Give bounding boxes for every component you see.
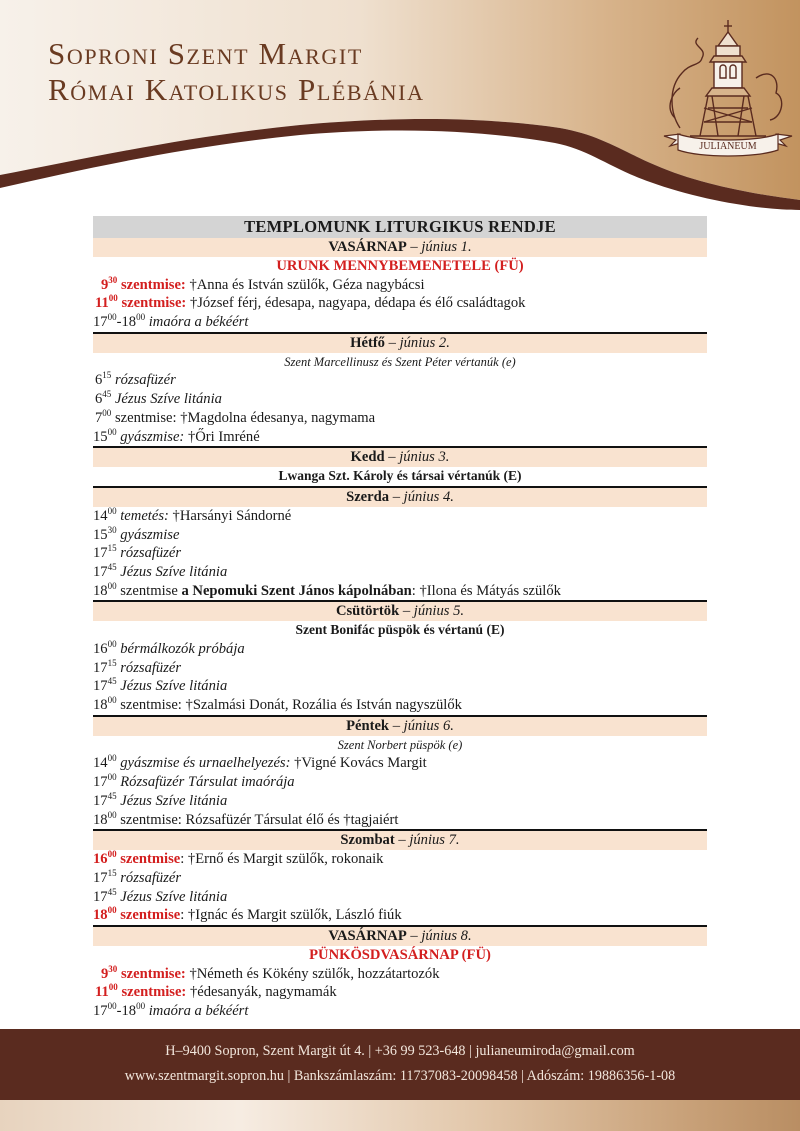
schedule-entry (93, 294, 707, 313)
time-minute: 00 (107, 849, 117, 860)
day-name: Kedd (350, 449, 385, 466)
time-hour: 18 (93, 907, 108, 924)
entry-label: gyászmise (120, 526, 180, 543)
schedule-entry (93, 811, 707, 830)
day-date: június 1. (421, 239, 472, 255)
time-hour: 15 (93, 428, 108, 445)
entry-intention: †Őri Imréné (187, 428, 260, 445)
schedule-entry (93, 983, 707, 1002)
feast-name: Szent Norbert püspök (e) (337, 737, 463, 752)
time-hour: 18 (93, 697, 108, 714)
entry-time (93, 888, 117, 907)
entry-intention: †Vigné Kovács Margit (294, 755, 427, 772)
entry-label: Rózsafüzér Társulat imaórája (120, 774, 295, 791)
schedule-entry (93, 409, 707, 428)
feast-name: URUNK MENNYBEMENETELE (FÜ) (276, 258, 524, 274)
entry-label: Jézus Szíve litánia (120, 888, 228, 905)
schedule-entry (93, 640, 707, 659)
schedule-entry (93, 965, 707, 984)
time-hour: 11 (95, 984, 109, 1001)
entry-time (101, 276, 117, 295)
entry-label: szentmise: (121, 984, 187, 1001)
time-end-minute: 00 (136, 1001, 146, 1011)
schedule-entry (93, 850, 707, 869)
entry-time (93, 640, 117, 659)
time-hour: 14 (93, 507, 108, 524)
entry-time (93, 544, 117, 563)
day-header (93, 925, 707, 946)
time-minute: 00 (107, 505, 117, 516)
entry-time (93, 428, 117, 447)
schedule-entry (93, 371, 707, 390)
entry-time (93, 869, 117, 888)
time-minute: 15 (107, 657, 117, 668)
time-minute: 00 (107, 753, 117, 764)
day-date: június 4. (403, 488, 454, 505)
time-minute: 15 (107, 543, 117, 554)
feast-name: Szent Marcellinusz és Szent Péter vértanúk (e) (284, 354, 516, 369)
day-dash: – (384, 334, 400, 351)
time-hour: 17 (93, 563, 108, 580)
time-minute: 00 (108, 982, 118, 993)
entry-label: rózsafüzér (120, 659, 182, 676)
day-name: VASÁRNAP (328, 239, 407, 255)
entry-time (95, 390, 111, 409)
time-minute: 45 (107, 561, 117, 572)
entry-label: szentmise (120, 582, 178, 599)
entry-label: Jézus Szíve litánia (120, 792, 228, 809)
entry-label: szentmise: (120, 965, 186, 982)
entry-intention: †édesanyák, nagymamák (189, 984, 337, 1001)
day-date: június 6. (403, 717, 454, 734)
time-minute: 00 (107, 905, 117, 916)
day-dash: – (389, 488, 404, 505)
schedule-entry (93, 906, 707, 925)
time-hour: 16 (93, 851, 108, 868)
day-date: június 2. (399, 334, 450, 351)
day-name: VASÁRNAP (328, 927, 407, 944)
time-hour: 7 (95, 409, 103, 426)
time-hour: 17 (93, 314, 108, 331)
day-name: Szombat (340, 832, 395, 849)
entry-intention: †Magdolna édesanya, nagymama (180, 409, 376, 426)
schedule-entry (93, 754, 707, 773)
day-date: június 5. (413, 603, 465, 620)
time-minute: 00 (107, 809, 117, 820)
entry-time (93, 696, 117, 715)
entry-time (95, 409, 111, 428)
liturgical-schedule (93, 216, 707, 1021)
entry-intention: : †Ignác és Margit szülők, László fiúk (180, 907, 402, 924)
parish-title-line2: Római Katolikus Plébánia (48, 72, 425, 107)
day-dash: – (406, 927, 422, 944)
feast-name: PÜNKÖSDVASÁRNAP (FÜ) (309, 946, 491, 963)
entry-time (93, 507, 117, 526)
entry-time (95, 371, 111, 390)
entry-label: szentmise (120, 907, 181, 924)
day-date: június 3. (399, 449, 450, 466)
entry-label: gyászmise és urnaelhelyezés: (120, 755, 291, 772)
time-end-hour: -18 (116, 314, 137, 331)
entry-time (93, 850, 117, 869)
day-header (93, 238, 707, 257)
entry-label: szentmise (120, 851, 181, 868)
time-hour: 11 (95, 295, 109, 312)
time-minute: 00 (107, 639, 117, 649)
bottom-decorative-strip (0, 1100, 800, 1131)
time-end-hour: -18 (116, 1003, 137, 1019)
time-hour: 18 (93, 811, 108, 828)
day-header (93, 486, 707, 507)
time-hour: 18 (93, 582, 108, 599)
time-hour: 9 (101, 276, 109, 293)
time-minute: 45 (107, 676, 117, 687)
time-hour: 17 (93, 774, 108, 791)
entry-time (93, 754, 117, 773)
schedule-entry (93, 773, 707, 792)
entry-time (93, 906, 117, 925)
time-minute: 00 (108, 293, 118, 304)
time-hour: 16 (93, 641, 108, 657)
entry-time (93, 563, 117, 582)
time-minute: 15 (102, 370, 112, 381)
entry-intention: : †Ernő és Margit szülők, rokonaik (180, 851, 384, 868)
day-dash: – (384, 449, 400, 466)
time-hour: 9 (101, 965, 109, 982)
logo-text: JULIANEUM (699, 141, 757, 152)
entry-label: Jézus Szíve litánia (120, 563, 228, 580)
entry-time (95, 983, 118, 1002)
schedule-entry (93, 507, 707, 526)
entry-time (93, 526, 117, 545)
time-hour: 17 (93, 1003, 108, 1019)
day-header (93, 600, 707, 621)
feast-name: Lwanga Szt. Károly és társai vértanúk (E) (278, 468, 522, 484)
entry-label: szentmise: (120, 697, 182, 714)
entry-label: szentmise: (121, 295, 187, 312)
schedule-entry (93, 677, 707, 696)
day-name: Szerda (346, 488, 390, 505)
time-minute: 15 (107, 867, 117, 878)
schedule-entry (93, 582, 707, 601)
day-header (93, 829, 707, 850)
logo-ribbon (664, 134, 792, 156)
time-minute: 00 (107, 312, 117, 323)
time-hour: 15 (93, 526, 108, 543)
entry-label: imaóra a békéért (148, 314, 249, 331)
time-hour: 17 (93, 792, 108, 809)
day-name: Csütörtök (335, 603, 400, 620)
time-hour: 17 (93, 659, 108, 676)
entry-time (93, 582, 117, 601)
entry-intention: Rózsafüzér Társulat élő és †tagjaiért (185, 811, 399, 828)
time-minute: 00 (107, 695, 117, 706)
time-minute: 45 (102, 389, 112, 400)
footer-bank-line: www.szentmargit.sopron.hu | Bankszámlaszám: 11737083-20098458 | Adószám: 19886356-1-08 (124, 1068, 676, 1084)
entry-time (101, 965, 117, 984)
schedule-entry (93, 526, 707, 545)
entry-time (93, 773, 117, 792)
day-dash: – (399, 603, 414, 620)
entry-label: rózsafüzér (114, 372, 176, 389)
footer (0, 1029, 800, 1100)
time-minute: 45 (107, 886, 117, 897)
time-minute: 30 (108, 274, 118, 285)
entry-time (93, 811, 117, 830)
schedule-entry (93, 390, 707, 409)
schedule-entry (93, 563, 707, 582)
time-end-minute: 00 (136, 312, 146, 323)
footer-contact-line: H–9400 Sopron, Szent Margit út 4. | +36 99 523-648 | julianeumiroda@gmail.com (165, 1043, 635, 1059)
time-hour: 17 (93, 888, 108, 905)
entry-label: temetés: (120, 507, 169, 524)
day-header (93, 715, 707, 736)
schedule-entry (93, 1002, 707, 1021)
feast-name: Szent Bonifác püspök és vértanú (E) (295, 622, 505, 638)
entry-place: a Nepomuki Szent János kápolnában (181, 582, 412, 599)
time-minute: 00 (102, 407, 112, 418)
time-minute: 00 (107, 580, 117, 591)
time-minute: 30 (108, 963, 118, 974)
parish-title-line1: Soproni Szent Margit (48, 36, 363, 71)
entry-intention: †Anna és István szülők, Géza nagybácsi (189, 276, 425, 293)
entry-label: szentmise: (114, 409, 177, 426)
entry-label: rózsafüzér (120, 545, 182, 562)
entry-label: rózsafüzér (120, 869, 182, 886)
entry-label: gyászmise: (120, 428, 185, 445)
day-header (93, 446, 707, 467)
entry-time (93, 1002, 145, 1021)
time-hour: 6 (95, 372, 103, 389)
entry-time (93, 677, 117, 696)
time-hour: 17 (93, 869, 108, 886)
day-dash: – (389, 717, 404, 734)
entry-label: szentmise: (120, 811, 182, 828)
day-header (93, 332, 707, 353)
schedule-entry (93, 888, 707, 907)
entry-label: bérmálkozók próbája (120, 641, 245, 657)
time-hour: 14 (93, 755, 108, 772)
entry-label: Jézus Szíve litánia (114, 391, 222, 408)
entry-time (93, 792, 117, 811)
entry-label: imaóra a békéért (148, 1003, 249, 1019)
day-dash: – (406, 239, 422, 255)
day-name: Péntek (346, 717, 390, 734)
day-name: Hétfő (350, 334, 385, 351)
day-date: június 7. (409, 832, 460, 849)
time-minute: 00 (107, 1001, 117, 1011)
entry-intention: : †Ilona és Mátyás szülők (411, 582, 561, 599)
entry-label: szentmise: (120, 276, 186, 293)
time-minute: 30 (107, 524, 117, 535)
day-date: június 8. (421, 927, 472, 944)
entry-intention: †József férj, édesapa, nagyapa, dédapa és élő családtagok (189, 295, 526, 312)
entry-time (93, 659, 117, 678)
time-minute: 00 (107, 426, 117, 437)
time-hour: 6 (95, 391, 103, 408)
schedule-entry (93, 276, 707, 295)
schedule-entry (93, 659, 707, 678)
time-hour: 17 (93, 545, 108, 562)
day-dash: – (394, 832, 410, 849)
entry-time (95, 294, 118, 313)
time-minute: 45 (107, 790, 117, 801)
entry-label: Jézus Szíve litánia (120, 678, 228, 695)
julianeum-logo (660, 18, 796, 168)
schedule-entry (93, 869, 707, 888)
schedule-entry (93, 313, 707, 332)
schedule-entry (93, 544, 707, 563)
entry-intention: †Harsányi Sándorné (172, 507, 292, 524)
schedule-entry (93, 696, 707, 715)
entry-time (93, 313, 145, 332)
schedule-entry (93, 428, 707, 447)
time-minute: 00 (107, 772, 117, 783)
entry-intention: †Németh és Kökény szülők, hozzátartozók (189, 965, 440, 982)
entry-intention: †Szalmási Donát, Rozália és István nagyszülők (185, 697, 462, 714)
schedule-entry (93, 792, 707, 811)
time-hour: 17 (93, 678, 108, 695)
schedule-heading: TEMPLOMUNK LITURGIKUS RENDJE (93, 216, 707, 238)
